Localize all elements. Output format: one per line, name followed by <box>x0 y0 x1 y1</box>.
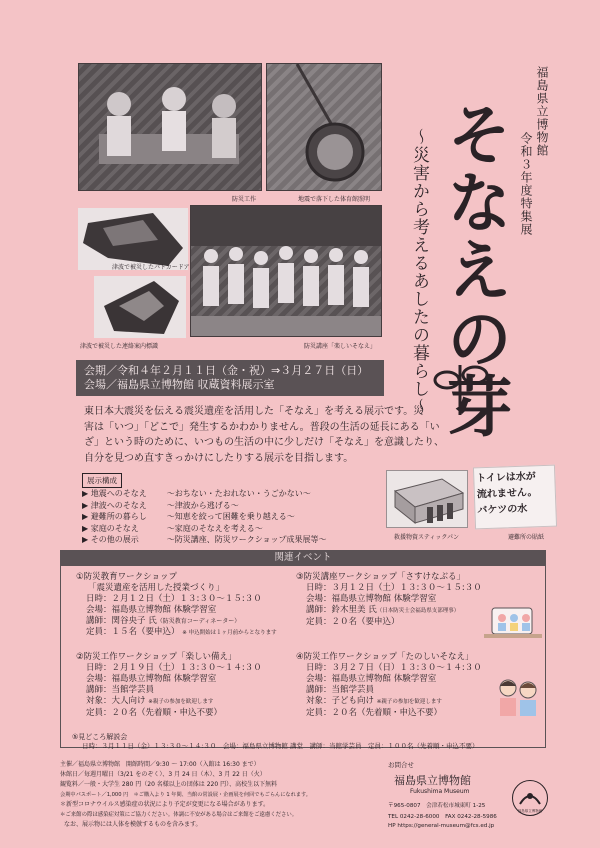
event-capacity-note: ※ 申込開始は１ヶ月前からとなります <box>182 630 277 636</box>
composition-item <box>82 511 327 523</box>
composition-list <box>82 488 327 546</box>
photo-disaster-lecture <box>190 205 382 337</box>
event-target-note: ※親子の参加を歓迎します <box>376 699 442 705</box>
intro-line: 自分を見つめ直すきっかけにしたりする展示を目指します。 <box>84 452 354 464</box>
museum-en: Fukushima Museum <box>410 788 470 795</box>
events-header <box>60 550 546 566</box>
composition-name: 地震へのそなえ <box>90 489 147 498</box>
group-illustration <box>484 604 542 644</box>
event-date: 日時：２月１９日（土）１３:３０～１４:３０ <box>86 663 262 673</box>
footer-line: 主催／福島県立博物館 開館時間／9:30 ～ 17:00（入館は 16:30 まで） <box>60 761 260 768</box>
composition-name: 家庭のそなえ <box>90 523 139 533</box>
sign-line: 流れません。 <box>476 487 538 501</box>
photo-craft-workshop <box>78 63 262 191</box>
composition-item <box>82 488 327 500</box>
museum-logo <box>512 780 548 816</box>
events-header-text: 関連イベント <box>274 552 332 563</box>
photo-caption: 津波で被災した連絡案内標識 <box>80 343 159 350</box>
event-title: ③防災講座ワークショップ「さすけなぶる」 <box>296 572 465 582</box>
event-capacity: 定員：２０名（先着順・申込不要） <box>306 708 443 718</box>
contact-tel: TEL 0242-28-6000 FAX 0242-28-5986 <box>388 814 497 820</box>
photo-caption: 避難所の貼紙 <box>508 534 545 541</box>
composition-desc: 〜防災講座、防災ワークショップ成果展等〜 <box>166 535 327 544</box>
composition-desc: 〜津波から逃げる〜 <box>166 500 239 510</box>
event-date: 日時：２月１２日（土）１３:３０～１５:３０ <box>86 594 262 604</box>
triangle-icon: ▶ <box>82 500 91 510</box>
event-detail: 日時：３月１１日（金）１３:３０～１４:３０ 会場：福島県立博物館 講堂 講師：当館学芸員 定員：１００名（先着順・申込不要） <box>82 742 479 750</box>
event-venue: 会場：福島県立博物館 体験学習室 <box>86 674 217 684</box>
exhibition-venue: 会場／福島県立博物館 収蔵資料展示室 <box>84 378 275 391</box>
sign-line: バケツの水 <box>477 503 528 517</box>
event-venue: 会場：福島県立博物館 体験学習室 <box>86 605 217 615</box>
footer-line: ＊新型コロナウイルス感染症の状況により予定が変更になる場合があります。 <box>60 801 270 808</box>
event-capacity: 定員：２０名（要申込） <box>306 617 400 627</box>
event-title: ④防災工作ワークショップ「たのしいそなえ」 <box>296 652 474 662</box>
photo-caption: 防災工作 <box>232 196 257 203</box>
contact-hp: HP https://general-museum@fcs.ed.jp <box>388 823 495 829</box>
triangle-icon: ▶ <box>82 489 91 498</box>
footer-line: 休館日／毎週月曜日（3/21 をのぞく）、3 月 24 日（木）、3 月 22 日（火） <box>60 771 266 778</box>
event-title: ①防災教育ワークショップ <box>76 572 177 582</box>
event-lecturer-note: （防災教育コーディネーター） <box>156 618 241 625</box>
exhibition-period: 会期／令和４年２月１１日（金・祝）⇒３月２７日（日） <box>84 364 369 377</box>
sign-line: トイレは水が <box>476 471 536 485</box>
photo-caption: 救援物資スティックパン <box>394 534 460 541</box>
footer-line: 会期中パスポート／1,000 円 ＊ご購入より 1 年間、当館の常設展・企画展を何回でもごらんになれます。 <box>60 792 311 798</box>
composition-desc: 〜おちない・たおれない・うごかない〜 <box>166 489 311 498</box>
event-capacity: 定員：２０名（先着順・申込不要） <box>86 708 223 718</box>
event-2 <box>76 652 296 719</box>
event-lecturer <box>76 616 296 627</box>
event-target-note: ※親子の参加を歓迎します <box>148 699 214 705</box>
photo-caption: 地震で落下した体育館照明 <box>298 196 371 203</box>
event-lecturer-name: 講師：鈴木里美 氏 <box>306 605 377 615</box>
composition-item <box>82 500 327 512</box>
footer-line: なお、展示物には人体を模倣するものを含みます。 <box>64 821 202 828</box>
toilet-sign <box>473 465 557 530</box>
event-lecturer: 講師：当館学芸員 <box>306 685 375 695</box>
composition-item <box>82 523 327 535</box>
event-5 <box>72 733 542 751</box>
museum-logo-icon <box>516 786 544 808</box>
intro-text <box>84 404 524 466</box>
triangle-icon: ▶ <box>82 523 91 533</box>
event-target-text: 対象：大人向け <box>86 696 146 706</box>
museum-logo-text: 福島県立博物館 <box>517 809 543 813</box>
event-lecturer-name: 講師：関谷央子 氏 <box>86 616 157 626</box>
photo-caption: 津波で被災したパトカードア <box>112 264 190 271</box>
composition-desc: 〜家庭のそなえを考える〜 <box>166 523 263 533</box>
composition-name: その他の展示 <box>90 535 139 544</box>
exhibition-subtitle: 〜災害から考えるあしたの暮らし〜 <box>409 128 429 416</box>
event-target <box>76 696 296 708</box>
contact-address: 〒965-0807 会津若松市城東町 1-25 <box>388 803 486 809</box>
event-venue: 会場：福島県立博物館 体験学習室 <box>306 594 437 604</box>
event-1 <box>76 572 296 639</box>
event-date: 日時：３月２７日（日）１３:３０～１４:３０ <box>306 663 482 673</box>
footer-info <box>60 760 390 830</box>
photo-evacuation-sign <box>94 276 186 338</box>
composition-name: 津波へのそなえ <box>90 500 147 510</box>
event-title: ②防災工作ワークショップ「楽しい備え」 <box>76 652 237 662</box>
event-capacity <box>76 627 296 639</box>
photo-stick-bread <box>386 470 468 528</box>
composition-name: 避難所の暮らし <box>90 512 147 521</box>
event-lecturer: 講師：当館学芸員 <box>86 685 155 695</box>
composition-desc: 〜知恵を絞って困難を乗り越える〜 <box>166 512 295 521</box>
photo-patrol-car-door <box>78 208 188 270</box>
museum-vertical-label: 福島県立博物館 <box>535 66 549 157</box>
dates-bar <box>76 360 384 396</box>
photo-gym-light <box>266 63 382 191</box>
composition-label <box>82 473 122 488</box>
footer-line: ＊ご来館の際は感染症対策にご協力ください。体調に不安がある場合はご来館をご遠慮ください。 <box>60 812 298 818</box>
kids-illustration <box>494 676 542 720</box>
season-vertical-label: 令和３年度特集展 <box>519 132 533 236</box>
intro-line: ざ」という時のために、いつもの生活の中に少しだけ「そなえ」を意識したり、 <box>84 437 444 448</box>
photo-caption: 防災講座「楽しいそなえ」 <box>304 343 377 350</box>
event-venue: 会場：福島県立博物館 体験学習室 <box>306 674 437 684</box>
composition-item <box>82 534 327 546</box>
composition-label-text: 展示構成 <box>87 476 117 485</box>
triangle-icon: ▶ <box>82 512 91 521</box>
event-date: 日時：３月１２日（土）１３:３０～１５:３０ <box>306 583 482 593</box>
footer-line: 観覧料／一般・大学生 280 円（20 名様以上の団体は 220 円）、高校生以下無料 <box>60 781 278 788</box>
event-target-text: 対象：子ども向け <box>306 696 375 706</box>
event-title: ⑤見どころ解説会 <box>72 733 128 741</box>
intro-line: 東日本大震災を伝える震災遺産を活用した「そなえ」を考える展示です。災 <box>84 406 424 417</box>
event-lecturer-note: （日本防災士会福島県支部理事） <box>376 608 460 614</box>
triangle-icon: ▶ <box>82 535 91 544</box>
event-capacity-text: 定員：１５名（要申込） <box>86 627 180 637</box>
exhibition-title: そなえの芽 <box>435 100 512 440</box>
contact-label: お問合せ <box>388 761 414 769</box>
intro-line: 害は「いつ」「どこで」発生するかわかりません。普段の生活の延長にある「い <box>84 421 440 433</box>
museum-name: 福島県立博物館 <box>394 774 471 787</box>
event-subtitle: 「震災遺産を活用した授業づくり」 <box>88 583 225 593</box>
